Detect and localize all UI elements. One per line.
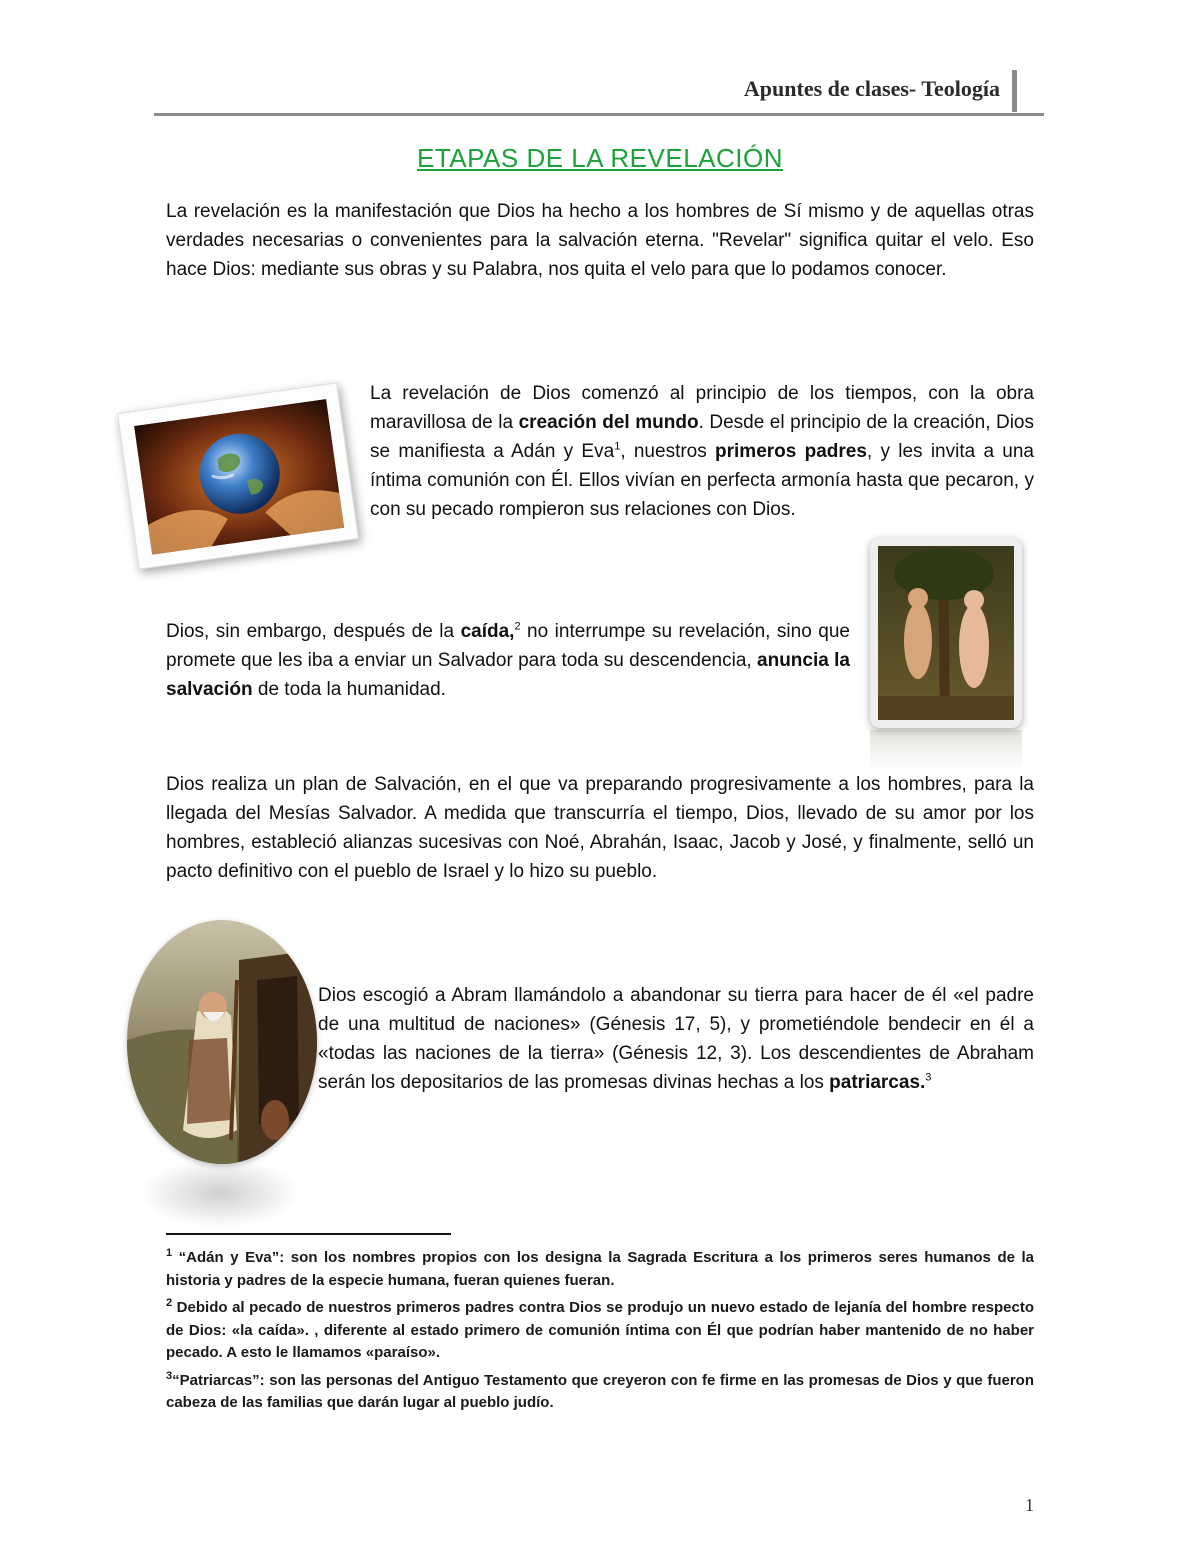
header-vertical-bar: [1012, 70, 1017, 112]
footnote-2: $^2$ Debido al pecado de nuestros primeros padres contra Dios se produjo un nuevo estado de lejanía del hombre respecto de Dios: «la caída». , diferente al estado primero de comunión íntima con Él que podrían haber mantenido de no haber pecado. A esto le llamamos «paraíso».: [166, 1297, 1034, 1361]
footnote-3: $^3$“Patriarcas”: son las personas del Antiguo Testamento que creyeron con fe firme en las promesas de Dios y que fueron cabeza de las familias que darán lugar al pueblo judío.: [166, 1369, 1034, 1411]
image-reflection: [870, 730, 1022, 770]
emphasis-salvation: anuncia la salvación: [166, 650, 850, 700]
running-header-title: Apuntes de clases- Teología: [743, 76, 1000, 101]
emphasis-patriarchs: patriarcas: [829, 1072, 921, 1093]
abram-praying-image: [127, 920, 317, 1164]
earth-globe-icon: [134, 399, 344, 555]
creation-paragraph: La revelación de Dios comenzó al principio de los tiempos, con la obra maravillosa de la creación del mundo. Desde el principio de la creación, Dios se manifiesta a Adán y Eva$^1$, nuestros primeros padres, y les invita a una íntima comunión con Él. Ellos vivían en perfecta armonía hasta que pecaron, y con su pecado rompieron sus relaciones con Dios.: [370, 383, 1035, 520]
emphasis-fall: caída: [460, 621, 510, 642]
page-number: 1: [1025, 1495, 1034, 1515]
intro-paragraph: La revelación es la manifestación que Dios ha hecho a los hombres de Sí mismo y de aquellas otras verdades necesarias o convenientes para la salvación eterna. "Revelar" significa quitar el velo. Eso hace Dios: mediante sus obras y su Palabra, nos quita el velo para que lo podamos conocer.: [166, 201, 1034, 280]
footnotes: [166, 1242, 1034, 1415]
salvation-plan-paragraph: Dios realiza un plan de Salvación, en el que va preparando progresivamente a los hombres, para la llegada del Mesías Salvador. A medida que transcurría el tiempo, Dios, llevado de su amor por los hombres, estableció alianzas sucesivas con Noé, Abrahán, Isaac, Jacob y José, y finalmente, selló un pacto definitivo con el pueblo de Israel y lo hizo su pueblo.: [166, 774, 1034, 882]
footnote-1: $^1$ “Adán y Eva”: son los nombres propios con los designa la Sagrada Escritura a los primeros seres humanos de la historia y padres de la especie humana, fueran quienes fueran.: [166, 1247, 1034, 1289]
footnote-separator: [166, 1233, 451, 1235]
document-title: ETAPAS DE LA REVELACIÓN: [417, 143, 783, 173]
header-rule: [154, 113, 1044, 116]
abram-figure-icon: [127, 920, 317, 1164]
adam-eve-painting-icon: [878, 546, 1014, 720]
emphasis-creation: creación del mundo: [518, 412, 699, 433]
emphasis-first-parents: primeros padres: [715, 441, 867, 462]
footnote-ref-3[interactable]: 3: [925, 1071, 932, 1084]
fall-paragraph: Dios, sin embargo, después de la caída,$^2$ no interrumpe su revelación, sino que promete que les iba a enviar un Salvador para toda su descendencia, anuncia la salvación de toda la humanidad.: [166, 620, 850, 700]
footnote-ref-2[interactable]: 2: [514, 620, 521, 633]
earth-in-hands-image: [117, 382, 359, 569]
footnote-ref-1[interactable]: 1: [614, 440, 621, 453]
adam-eve-image: [870, 538, 1022, 728]
abram-paragraph: Dios escogió a Abram llamándolo a abandonar su tierra para hacer de él «el padre de una multitud de naciones» (Génesis 17, 5), y prometiéndole bendecir en él a «todas las naciones de la tierra» (Génesis 12, 3). Los descendientes de Abraham serán los depositarios de las promesas divinas hechas a los patriarcas.$^3$: [318, 985, 1034, 1093]
image-shadow: [140, 1158, 300, 1228]
